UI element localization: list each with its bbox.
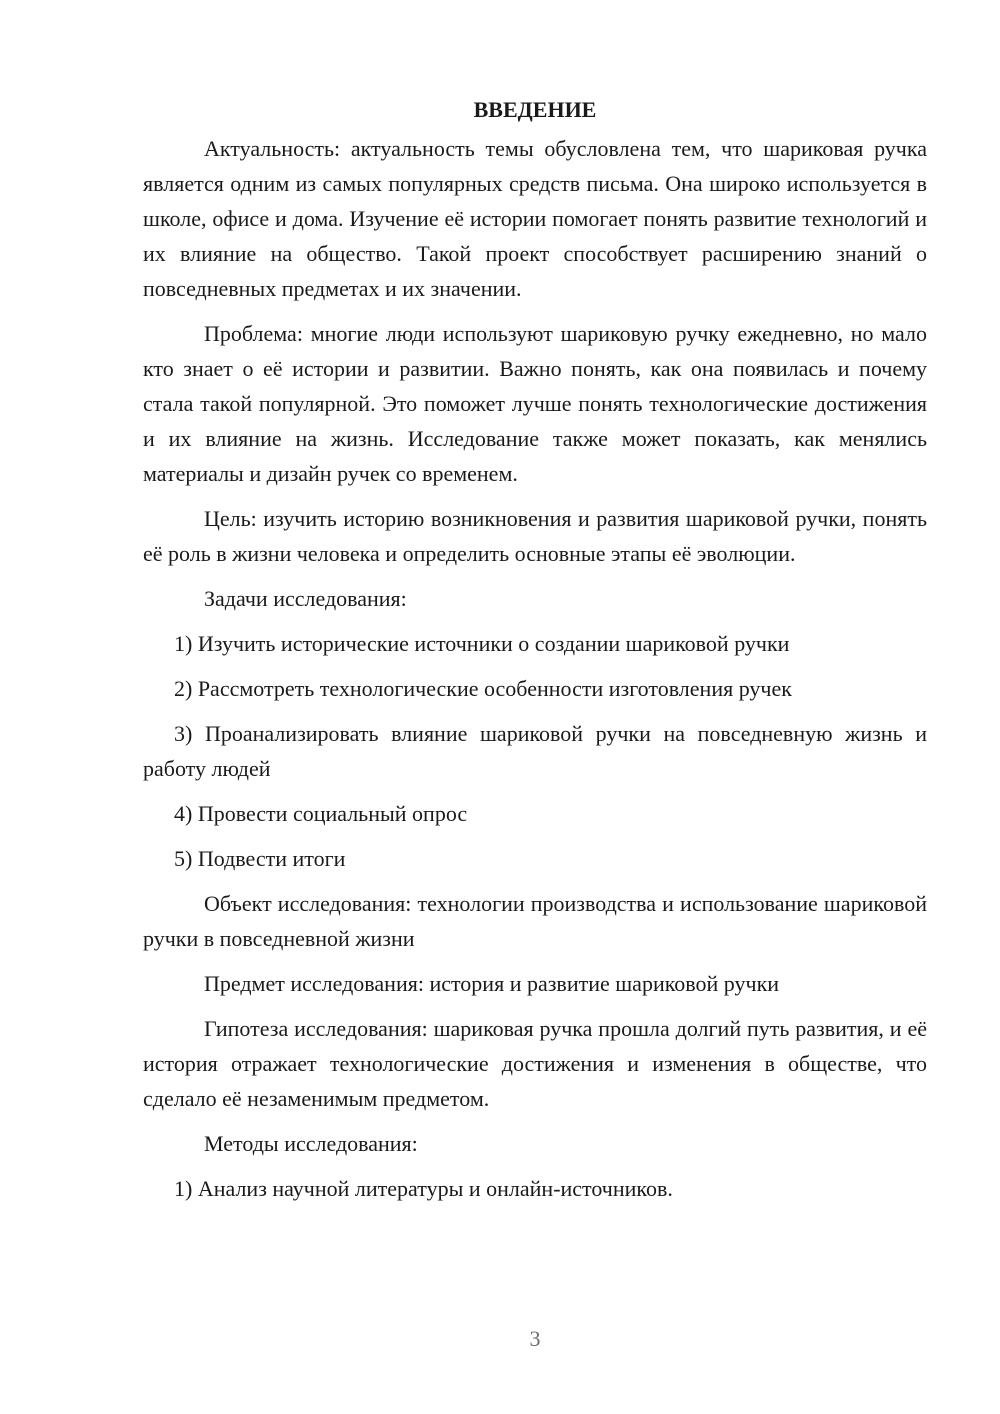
task-item-1: 1) Изучить исторические источники о создании шариковой ручки [174,631,790,656]
methods-heading: Методы исследования: [204,1131,418,1156]
document-title: ВВЕДЕНИЕ [473,97,597,122]
page-number: 3 [529,1326,541,1351]
task-item-5: 5) Подвести итоги [174,846,346,871]
task-item-4: 4) Провести социальный опрос [174,801,468,826]
goal-paragraph: Цель: изучить историю возникновения и развития шариковой ручки, понять её роль в жизни человека и определить основные этапы её эволюции. [143,506,927,566]
problem-paragraph: Проблема: многие люди используют шариковую ручку ежедневно, но мало кто знает о её истории и развитии. Важно понять, как она появилась и почему стала такой популярной. Это поможет лучше понять технологические достижения и их влияние на жизнь. Исследование также может показать, как менялись материалы и дизайн ручек со временем. [143,321,927,486]
object-paragraph: Объект исследования: технологии производства и использование шариковой ручки в повседневной жизни [143,891,927,951]
task-item-3: 3) Проанализировать влияние шариковой ручки на повседневную жизнь и работу людей [143,721,927,781]
hypothesis-paragraph: Гипотеза исследования: шариковая ручка прошла долгий путь развития, и её история отражает технологические достижения и изменения в обществе, что сделало её незаменимым предметом. [143,1016,927,1111]
subject-paragraph: Предмет исследования: история и развитие шариковой ручки [204,971,780,996]
method-item-1: 1) Анализ научной литературы и онлайн-источников. [174,1176,673,1201]
relevance-paragraph: Актуальность: актуальность темы обусловлена тем, что шариковая ручка является одним из самых популярных средств письма. Она широко используется в школе, офисе и дома. Изучение её истории помогает понять развитие технологий и их влияние на общество. Такой проект способствует расширению знаний о повседневных предметах и их значении. [143,136,927,301]
task-item-2: 2) Рассмотреть технологические особенности изготовления ручек [174,676,792,701]
tasks-heading: Задачи исследования: [204,586,407,611]
document-page [143,92,927,1216]
